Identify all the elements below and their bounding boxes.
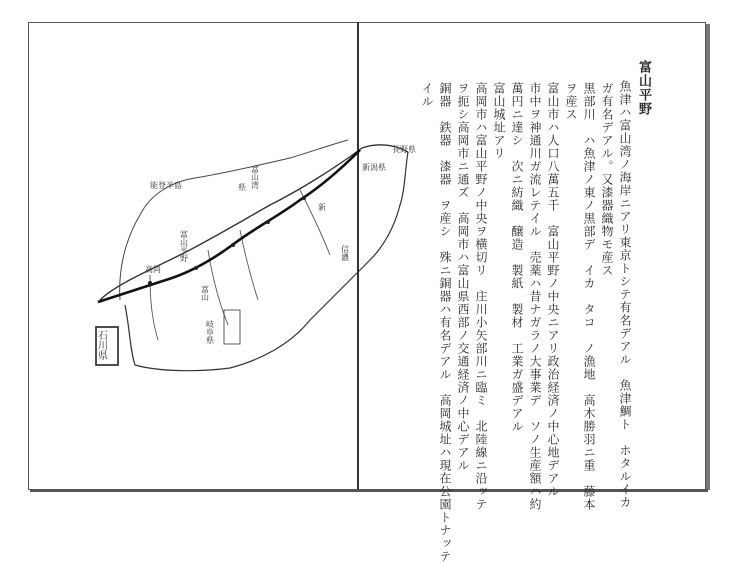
railway-line (98, 150, 360, 302)
text-column: ヲ産ス (564, 82, 578, 121)
text-column: ヲ扼シ高岡市ニ通ズ 高岡市ハ富山県西部ノ交通経済ノ中心デアル (456, 82, 470, 472)
town-marker (231, 243, 235, 247)
town-marker (302, 196, 306, 200)
text-column: 市中ヲ神通川ガ流レテイル 売薬ハ昔ナガラノ大事業デ ソノ生産額ハ約 (528, 82, 542, 511)
map-label: 富山 (200, 285, 210, 301)
map-label: 新 (318, 203, 326, 212)
text-column: 銅器 鉄器 漆器 ヲ産シ 殊ニ銅器ハ有名デアル 高岡城址ハ現在公園トナッテ (438, 82, 452, 563)
map-label: 信濃 (340, 245, 350, 261)
text-column: 黒部川 ハ魚津ノ東ノ黒部デ イカ タコ ノ漁地 高木勝羽ニ重 藤本 (582, 82, 596, 511)
map-label: 富山平野 (179, 230, 189, 262)
map-label: 富山湾 (250, 165, 260, 189)
map-label: 岐阜県 (205, 320, 215, 344)
map-label: 長野県 (392, 145, 416, 154)
map-label: 能登半島 (150, 181, 182, 190)
noto-peninsula (120, 140, 348, 300)
text-column: 富山市ハ人口八萬五千 富山平野ノ中央ニアリ政治経済ノ中心地デアル (546, 82, 560, 498)
toyama-ken-label-box (224, 310, 240, 344)
river-joganji (240, 230, 258, 300)
text-column: ガ有名デアル。又漆器織物モ産ス (600, 82, 614, 277)
town-marker (194, 266, 198, 270)
text-column: 富山城址アリ (492, 82, 506, 160)
text-column: 富山平野 (636, 60, 651, 116)
text-column: 高岡市ハ富山平野ノ中央ヲ横切リ 庄川小矢部川ニ臨ミ 北陸線ニ沿ッテ (474, 82, 488, 511)
text-column: 魚津ハ富山湾ノ海岸ニアリ東京トシテ有名デアル 魚津鯛ト ホタルイカ (618, 80, 632, 509)
ishikawa-label: 石川県 (95, 330, 107, 360)
map-label: 新潟県 (362, 163, 386, 172)
map-label: 県 (238, 183, 246, 192)
town-marker (148, 281, 152, 285)
text-column: イル (420, 82, 434, 108)
town-marker (266, 220, 270, 224)
text-column: 萬円ニ達シ 次ニ紡織 醸造 製紙 製材 工業ガ盛デアル (510, 82, 524, 433)
river-jinzu (208, 250, 228, 325)
map-label: 高岡 (145, 265, 161, 274)
